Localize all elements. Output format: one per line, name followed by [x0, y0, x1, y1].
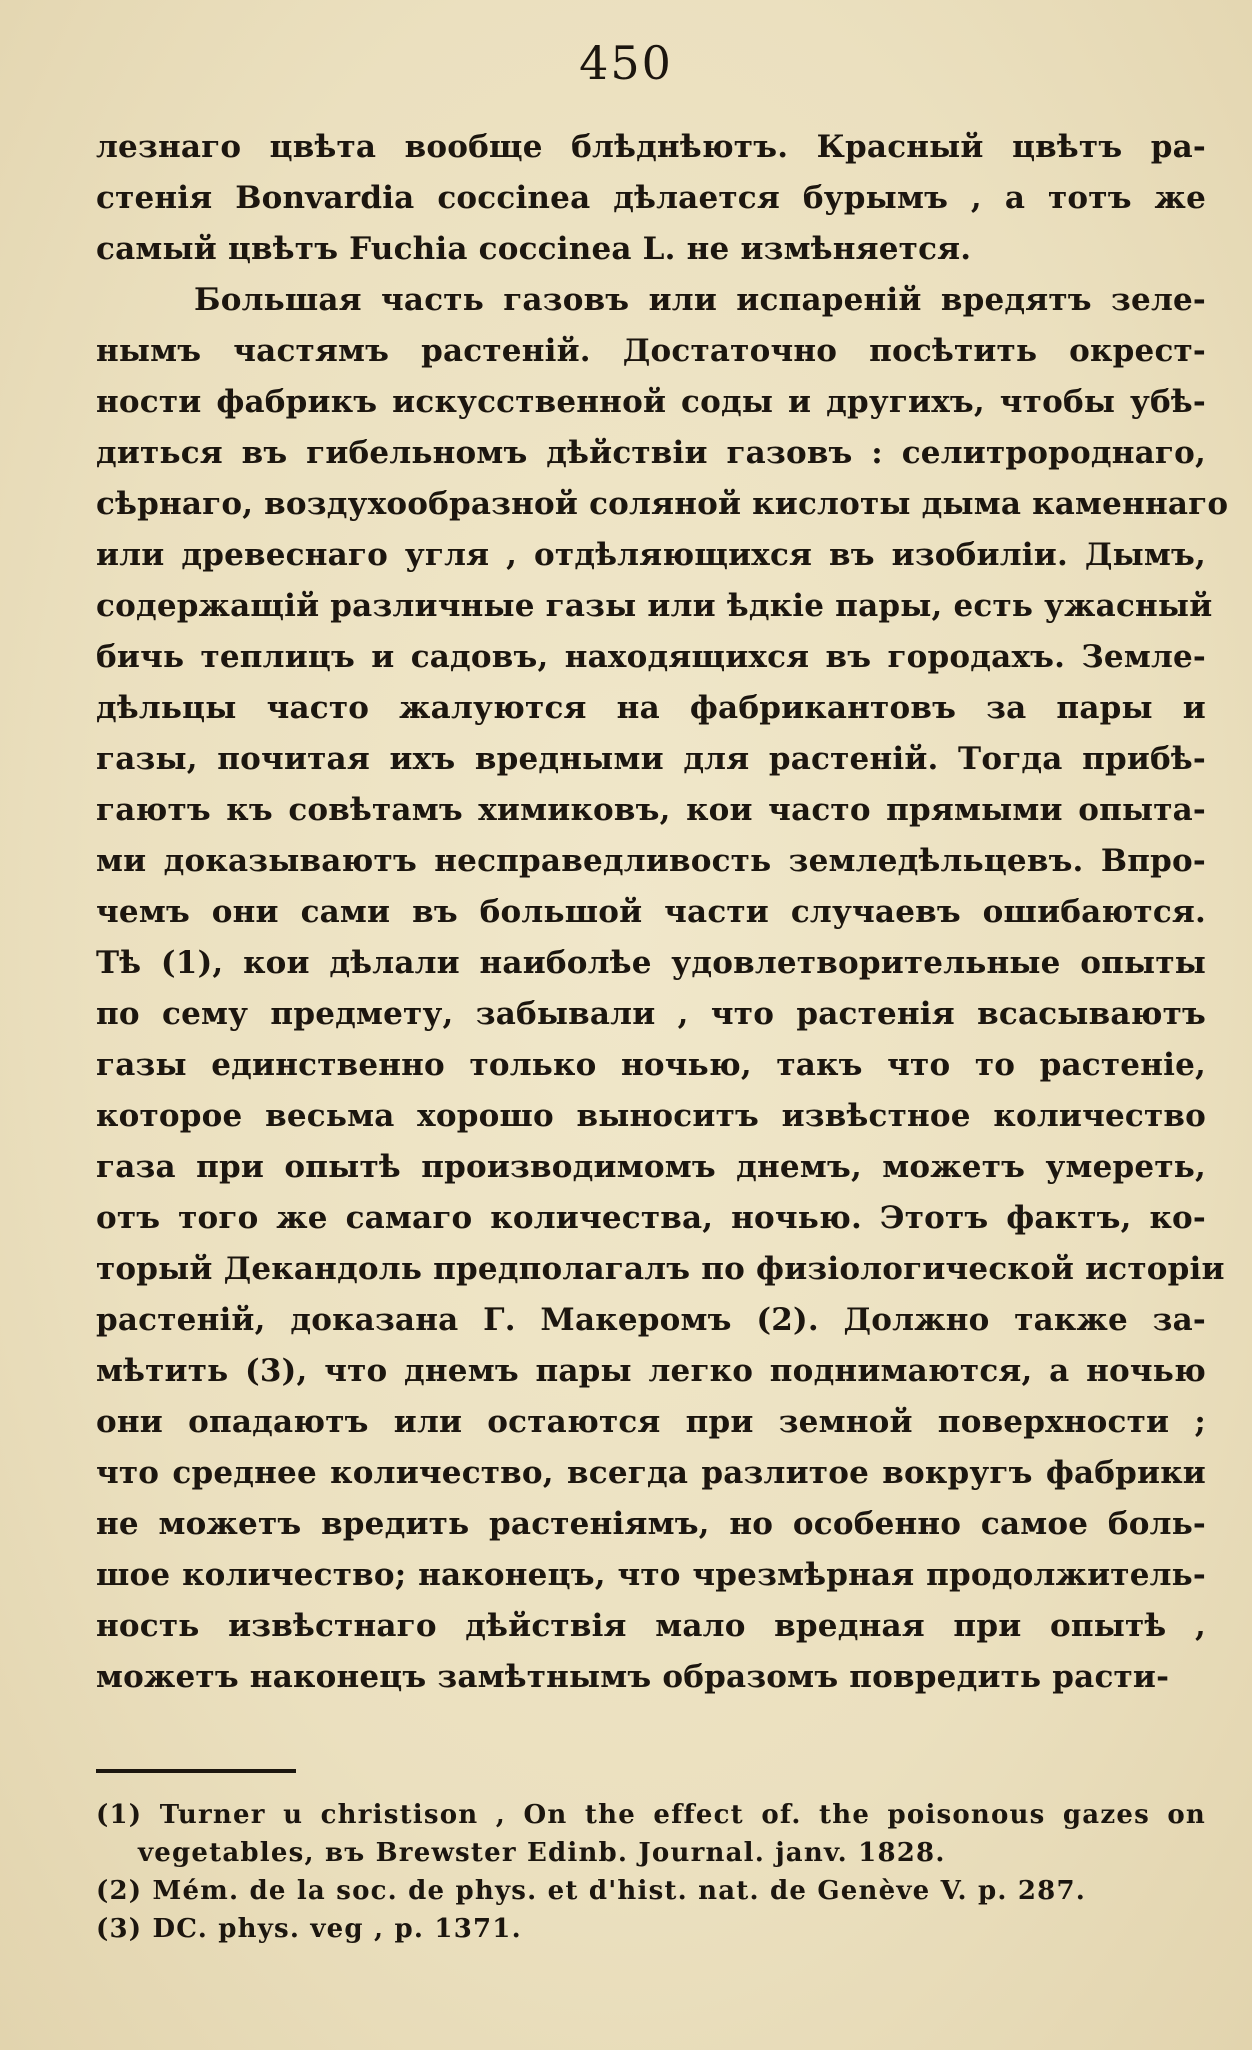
text-line: ности фабрикъ искусственной соды и другихъ, чтобы убѣ- [96, 384, 1206, 420]
paragraph-2 [96, 275, 1229, 1703]
text-line: гаютъ къ совѣтамъ химиковъ, кои часто прямыми опыта- [96, 792, 1206, 828]
footnote-divider [96, 1769, 296, 1773]
text-line: стенія Bonvardia coccinea дѣлается бурымъ , а тотъ же [96, 180, 1206, 216]
text-line: ность извѣстнаго дѣйствія мало вредная при опытѣ , [96, 1608, 1206, 1644]
text-line: бичь теплицъ и садовъ, находящихся въ городахъ. Земле- [96, 639, 1206, 675]
text-line: мѣтить (3), что днемъ пары легко поднимаются, а ночью [96, 1353, 1206, 1389]
text-line: шое количество; наконецъ, что чрезмѣрная продолжитель- [96, 1557, 1206, 1593]
text-line: растеній, доказана Г. Макеромъ (2). Должно также за- [96, 1302, 1206, 1338]
footnote-line: (2) Mém. de la soc. de phys. et d'hist. nat. de Genève V. p. 287. [96, 1876, 1086, 1906]
text-line: можетъ наконецъ замѣтнымъ образомъ повредить расти- [96, 1659, 1170, 1695]
text-line: что среднее количество, всегда разлитое вокругъ фабрики [96, 1455, 1206, 1491]
footnotes [96, 1796, 1206, 1948]
text-line: самый цвѣтъ Fuchia coccinea L. не измѣняется. [96, 231, 972, 267]
footnote-line: vegetables, въ Brewster Edinb. Journal. janv. 1828. [138, 1838, 946, 1868]
text-line: Большая часть газовъ или испареній вредятъ зеле- [194, 282, 1206, 318]
text-line: не можетъ вредить растеніямъ, но особенно самое боль- [96, 1506, 1206, 1542]
text-line: которое весьма хорошо выноситъ извѣстное количество [96, 1098, 1206, 1134]
text-line: сѣрнаго, воздухообразной соляной кислоты дыма каменнаго [96, 486, 1229, 522]
text-line: газы единственно только ночью, такъ что то растеніе, [96, 1047, 1206, 1083]
page-number: 450 [579, 36, 673, 90]
footnote-3 [96, 1910, 1206, 1948]
text-line: чемъ они сами въ большой части случаевъ ошибаются. [96, 894, 1206, 930]
text-line: лезнаго цвѣта вообще блѣднѣютъ. Красный цвѣтъ ра- [96, 129, 1206, 165]
text-line: дѣльцы часто жалуются на фабрикантовъ за пары и [96, 690, 1206, 726]
text-line: газы, почитая ихъ вредными для растеній. Тогда прибѣ- [96, 741, 1206, 777]
text-line: они опадаютъ или остаются при земной поверхности ; [96, 1404, 1206, 1440]
text-line: отъ того же самаго количества, ночью. Этотъ фактъ, ко- [96, 1200, 1206, 1236]
text-line: диться въ гибельномъ дѣйствіи газовъ : селитророднаго, [96, 435, 1206, 471]
text-line: Тѣ (1), кои дѣлали наиболѣе удовлетворительные опыты [96, 945, 1206, 981]
footnote-line: (3) DC. phys. veg , p. 1371. [96, 1914, 522, 1944]
text-line: ми доказываютъ несправедливость земледѣльцевъ. Впро- [96, 843, 1206, 879]
body-text [96, 122, 1229, 1703]
paragraph-1 [96, 122, 1206, 275]
text-line: по сему предмету, забывали , что растенія всасываютъ [96, 996, 1206, 1032]
text-line: газа при опытѣ производимомъ днемъ, можетъ умереть, [96, 1149, 1206, 1185]
text-line: торый Декандоль предполагалъ по физіологической исторіи [96, 1251, 1225, 1287]
text-line: содержащій различные газы или ѣдкіе пары, есть ужасный [96, 588, 1213, 624]
footnote-1 [96, 1796, 1206, 1872]
text-line: нымъ частямъ растеній. Достаточно посѣтить окрест- [96, 333, 1206, 369]
footnote-line: (1) Turner u christison , On the effect of. the poisonous gazes on [96, 1800, 1206, 1830]
text-line: или древеснаго угля , отдѣляющихся въ изобиліи. Дымъ, [96, 537, 1206, 573]
footnote-2 [96, 1872, 1206, 1910]
